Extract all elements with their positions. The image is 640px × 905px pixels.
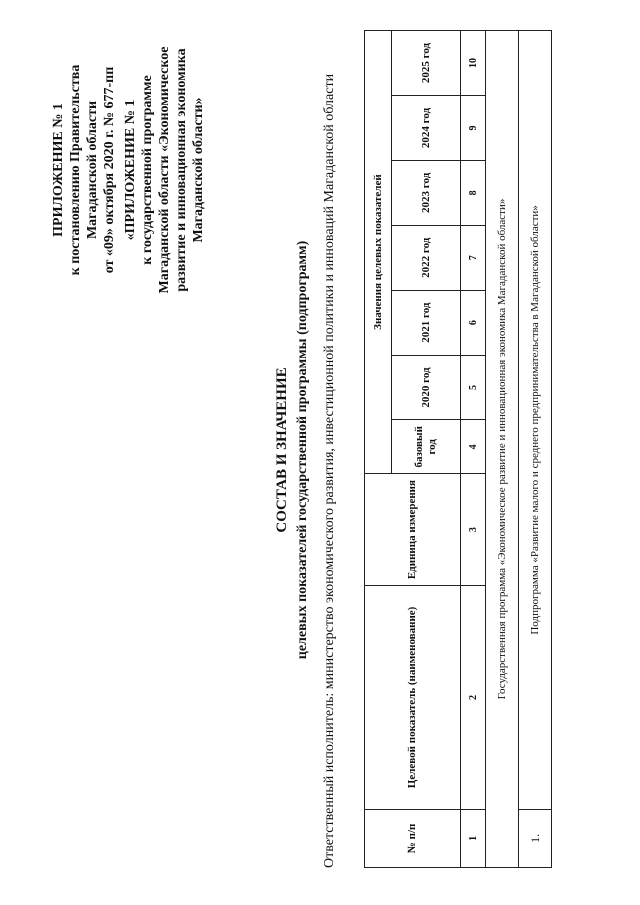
column-number: 3 <box>461 474 486 586</box>
appendix-block <box>50 20 207 320</box>
row-number: 1. <box>519 809 552 867</box>
header-year: 2022 год <box>392 225 461 290</box>
header-year: 2021 год <box>392 290 461 355</box>
header-row-1 <box>365 31 392 868</box>
column-number: 7 <box>461 225 486 290</box>
column-numbering-row <box>461 31 486 868</box>
header-year: базовый год <box>392 420 461 474</box>
header-year: 2024 год <box>392 96 461 161</box>
column-number: 9 <box>461 96 486 161</box>
appendix-line: к постановлению Правительства <box>68 64 83 276</box>
table-row <box>519 31 552 868</box>
appendix-title-2: «ПРИЛОЖЕНИЕ № 1 <box>123 99 138 241</box>
indicators-table <box>364 30 552 868</box>
column-number: 6 <box>461 290 486 355</box>
column-number: 10 <box>461 31 486 96</box>
document-subtitle: целевых показателей государственной программы (подпрограмм) <box>295 240 310 660</box>
appendix-line: Магаданской области» <box>191 97 206 243</box>
header-num: № п/п <box>365 809 461 867</box>
responsible-executor: Ответственный исполнитель: министерство экономического развития, инвестиционной политики и инноваций Магаданской области <box>322 73 337 868</box>
column-number: 4 <box>461 420 486 474</box>
header-values: Значения целевых показателей <box>365 31 392 474</box>
document-heading <box>272 20 312 880</box>
document-title: СОСТАВ И ЗНАЧЕНИЕ <box>274 367 290 533</box>
program-title: Государственная программа «Экономическое развитие и инновационная экономика Магаданской области» <box>486 31 519 868</box>
header-year: 2025 год <box>392 31 461 96</box>
appendix-line: развитие и инновационная экономика <box>174 48 189 292</box>
appendix-title: ПРИЛОЖЕНИЕ № 1 <box>51 103 66 237</box>
header-unit: Единица измерения <box>365 474 461 586</box>
column-number: 8 <box>461 160 486 225</box>
header-year: 2023 год <box>392 160 461 225</box>
appendix-line: от «09» октября 2020 г. № 677-пп <box>102 66 117 274</box>
header-year: 2020 год <box>392 355 461 420</box>
column-number: 2 <box>461 586 486 810</box>
appendix-line: Магаданской области <box>85 100 100 240</box>
rotated-page <box>10 20 610 880</box>
subprogram-title: Подпрограмма «Развитие малого и среднего предпринимательства в Магаданской области» <box>519 31 552 810</box>
column-number: 1 <box>461 809 486 867</box>
appendix-line: Магаданской области «Экономическое <box>157 46 172 294</box>
column-number: 5 <box>461 355 486 420</box>
header-indicator: Целевой показатель (наименование) <box>365 586 461 810</box>
appendix-line: к государственной программе <box>140 75 155 265</box>
program-row <box>486 31 519 868</box>
